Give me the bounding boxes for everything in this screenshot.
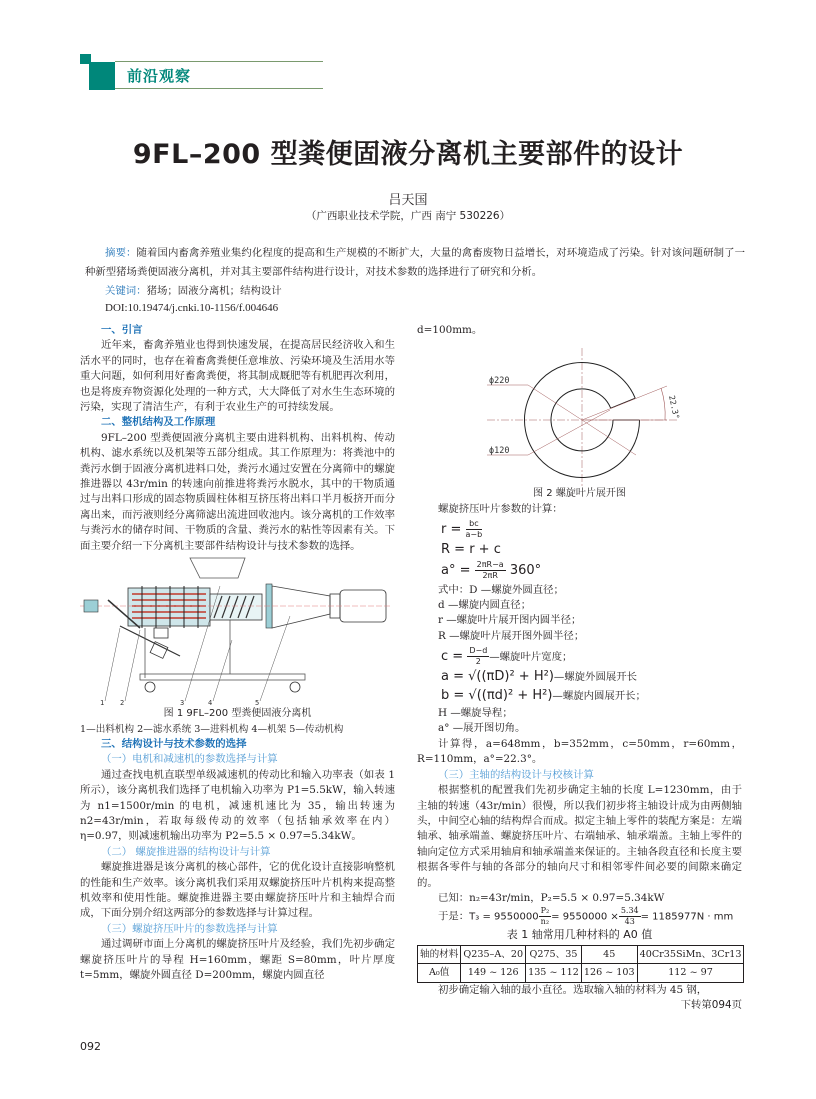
counterweight	[150, 642, 168, 659]
abstract-text: 随着国内畜禽养殖业集约化程度的提高和生产规模的不断扩大，大量的禽畜废物日益增长，对环境造成了污染。针对该问题研制了一种新型猪场粪便固液分离机，并对其主要部件结构进行设计，对技术参数的选择进行了研究和分析。	[85, 247, 745, 278]
page-number: 092	[80, 1040, 101, 1053]
callout-1: 1	[100, 699, 105, 707]
heading-intro: 一、引言	[101, 324, 143, 336]
heading-motor: （一）电机和减速机的参数选择与计算	[101, 753, 278, 766]
table-row: 轴的材料 Q235–A、20 Q275、35 45 40Cr35SiMn、3Cr13	[418, 945, 744, 963]
torque-formula: 于是：T₃ = 9550000 $\frac{\text{P₂}}{\text{n₂}}$ = 9550000 × $\frac{5.34}{43}$ = 1185977N · mm	[438, 906, 734, 927]
intro-paragraph: 近年来，畜禽养殖业也得到快速发展，在提高居民经济收入和生活水平的同时，也存在着畜禽粪便任意堆放、污染环境及生活用水等重大问题，如何利用好畜禽粪便，将其制成厩肥等有机肥再次利用，也是将废弃物资源化处理的一种方式，大大降低了对水生生态环境的污染，实现了清洁生产，有利于农业生产的可持续发展。	[80, 339, 395, 414]
wheel-right	[290, 682, 300, 692]
figure-1-legend: 1—出料机构 2—滤水系统 3—进料机构 4—机架 5—传动机构	[80, 723, 344, 735]
inner-diameter-label: ϕ120	[489, 446, 510, 457]
figure-2-blade-drawing	[417, 338, 742, 486]
def-D: 式中：D —螺旋外圆直径；	[438, 583, 564, 596]
motor-paragraph: 通过查找电机直联型单级减速机的传动比和输入功率表（如表 1 所示），该分离机我们选择了电机输入功率为 P1=5.5kW，输入转速为 n1=1500r/min 的电机，减速机速比为 35，输出转速为 n2=43r/min，若取每级传动的效率（包括轴承效率在内）η=0.97，则减速机输出功率为 P2=5.5 × 0.97=5.34kW。	[80, 768, 395, 843]
outer-diameter-label: ϕ220	[489, 376, 510, 387]
def-R: R —螺旋叶片展开图外圆半径；	[438, 629, 585, 642]
drain-outlet	[154, 628, 168, 638]
article-title: 9FL–200 型粪便固液分离机主要部件的设计	[132, 139, 684, 170]
wheel-left	[145, 682, 155, 692]
structure-paragraph: 9FL–200 型粪便固液分离机主要由进料机构、出料机构、传动机构、滤水系统以及机架等五部分组成。其工作原理为：将粪池中的粪污水倒于固液分离机进料口处，粪污水通过安置在分离筛中的螺旋推进器以 43r/min 的转速向前推进将粪污水脱水，其中的干物质通过与出料口形成的固态物质圆柱体相互挤压将出料口半月板挤开而分离出来，而污液则经分离筛滤出流进回收池内。该分离机的工作效率与粪污水的储存时间、干物质的含量、粪污水的粘性等因素有关。下面主要介绍一下分离机主要部件结构设计与技术参数的选择。	[80, 431, 395, 552]
figure-2-caption: 图 2 螺旋叶片展开图	[533, 488, 626, 500]
angle-label: 22.3°	[667, 394, 681, 421]
table-1-caption: 表 1 轴常用几种材料的 A0 值	[506, 928, 653, 942]
def-r: r —螺旋叶片展开图内圆半径；	[438, 614, 582, 627]
affiliation: （广西职业技术学院，广西 南宁 530226）	[305, 210, 511, 222]
def-d: d —螺旋内圆直径；	[438, 599, 532, 612]
formula-r: r = $\frac{bc}{a-b}$	[441, 519, 483, 540]
outlet-valve	[84, 600, 98, 612]
cut-edge-upper	[611, 399, 636, 409]
screw-propeller-paragraph: 螺旋推进器是该分离机的核心部件，它的优化设计直接影响整机的性能和生产效率。该分离机我们采用双螺旋挤压叶片机构来提高整机效率和使用性能。螺旋推进器主要由螺旋挤压叶片和主轴焊合而成，下面分别介绍这两部分的参数选择与计算过程。	[80, 861, 395, 920]
def-angle: a° —展开图切角。	[438, 722, 526, 735]
hopper	[190, 558, 245, 578]
heading-structure: 二、整机结构及工作原理	[101, 416, 216, 429]
formula-R: R = r + c	[441, 542, 501, 558]
screw-blade-paragraph: 通过调研市面上分离机的螺旋挤压叶片及经验，我们先初步确定螺旋挤压叶片的导程 H=160mm，螺距 S=80mm，叶片厚度 t=5mm，螺旋外圆直径 D=200mm，螺旋内圆直径	[80, 938, 395, 981]
header-rule-bottom	[115, 88, 323, 89]
after-table-text: 初步确定输入轴的最小直径。选取输入轴的材料为 45 钢，	[438, 983, 708, 996]
callout-labels	[100, 699, 259, 706]
table-row: A₀值 149 ~ 126 135 ~ 112 126 ~ 103 112 ~ 97	[418, 964, 744, 982]
right-column	[417, 323, 742, 1013]
keywords-text: 猪场；固液分离机；结构设计	[146, 285, 282, 297]
abstract-label: 摘要：	[105, 247, 137, 259]
callout-4: 4	[208, 699, 213, 707]
continued-on-page: 下转第094页	[680, 998, 742, 1011]
doi: DOI:10.19474/j.cnki.10-1156/f.004646	[105, 302, 279, 314]
formula-b: b = √((πd)² + H²)—螺旋内圆展开长；	[441, 687, 646, 703]
abstract	[85, 244, 745, 282]
known-values: 已知：n₂=43r/min，P₂=5.5 × 0.97=5.34kW	[438, 891, 665, 904]
main-shaft-paragraph: 根据整机的配置我们先初步确定主轴的长度 L=1230mm，由于主轴的转速（43r/min）很慢，所以我们初步将主轴设计成为由两侧轴头，中间空心轴的结构焊合而成。拟定主轴上零件的装配方案是：左端轴承、轴承端盖、螺旋挤压叶片、右端轴承、轴承端盖。主轴上零件的轴向定位方式采用轴肩和轴承端盖来保证的。主轴各段直径和长度主要根据各零件与轴的各部分的轴向尺寸和相邻零件间必要的间隙来确定的。	[417, 784, 742, 889]
callout-3: 3	[180, 699, 185, 707]
table-1-materials	[417, 945, 744, 983]
formula-a: a = √((πD)² + H²)—螺旋外圆展开长	[441, 669, 638, 685]
heading-screw-propeller: （二） 螺旋推进器的结构设计与计算	[101, 845, 271, 858]
cone-housing	[272, 586, 330, 628]
section-label: 前沿观察	[127, 67, 192, 85]
left-column	[80, 323, 395, 983]
formula-angle: a° = $\frac{2\pi R-a}{2\pi R}$ 360°	[441, 559, 542, 580]
counterweight-arm	[120, 626, 180, 656]
keywords-label: 关键词：	[105, 285, 147, 297]
header-accent-block	[89, 62, 115, 90]
keywords	[105, 282, 282, 297]
figure-1-caption: 图 1 9FL–200 型粪便固液分离机	[163, 708, 312, 720]
continued-line: d=100mm。	[417, 324, 483, 336]
header-rule-top	[115, 61, 323, 62]
figure-1-machine-drawing	[80, 556, 395, 706]
heading-screw-blade: （三）螺旋挤压叶片的参数选择与计算	[101, 922, 278, 935]
author: 吕天国	[388, 193, 428, 208]
callout-2: 2	[120, 699, 125, 707]
calc-intro: 螺旋挤压叶片参数的计算：	[438, 502, 563, 515]
callout-5: 5	[255, 699, 260, 707]
heading-main-shaft: （三）主轴的结构设计与校核计算	[438, 768, 594, 781]
formula-c: c = $\frac{D-d}{2}$ —螺旋叶片宽度；	[441, 646, 573, 667]
symbol-definitions	[417, 583, 742, 645]
heading-design: 三、结构设计与技术参数的选择	[101, 737, 247, 750]
calc-result: 计算得，a=648mm，b=352mm，c=50mm，r=60mm，R=110mm，a°=22.3°。	[417, 737, 742, 766]
angle-arc	[661, 388, 665, 420]
def-H: H —螺旋导程；	[438, 707, 513, 720]
